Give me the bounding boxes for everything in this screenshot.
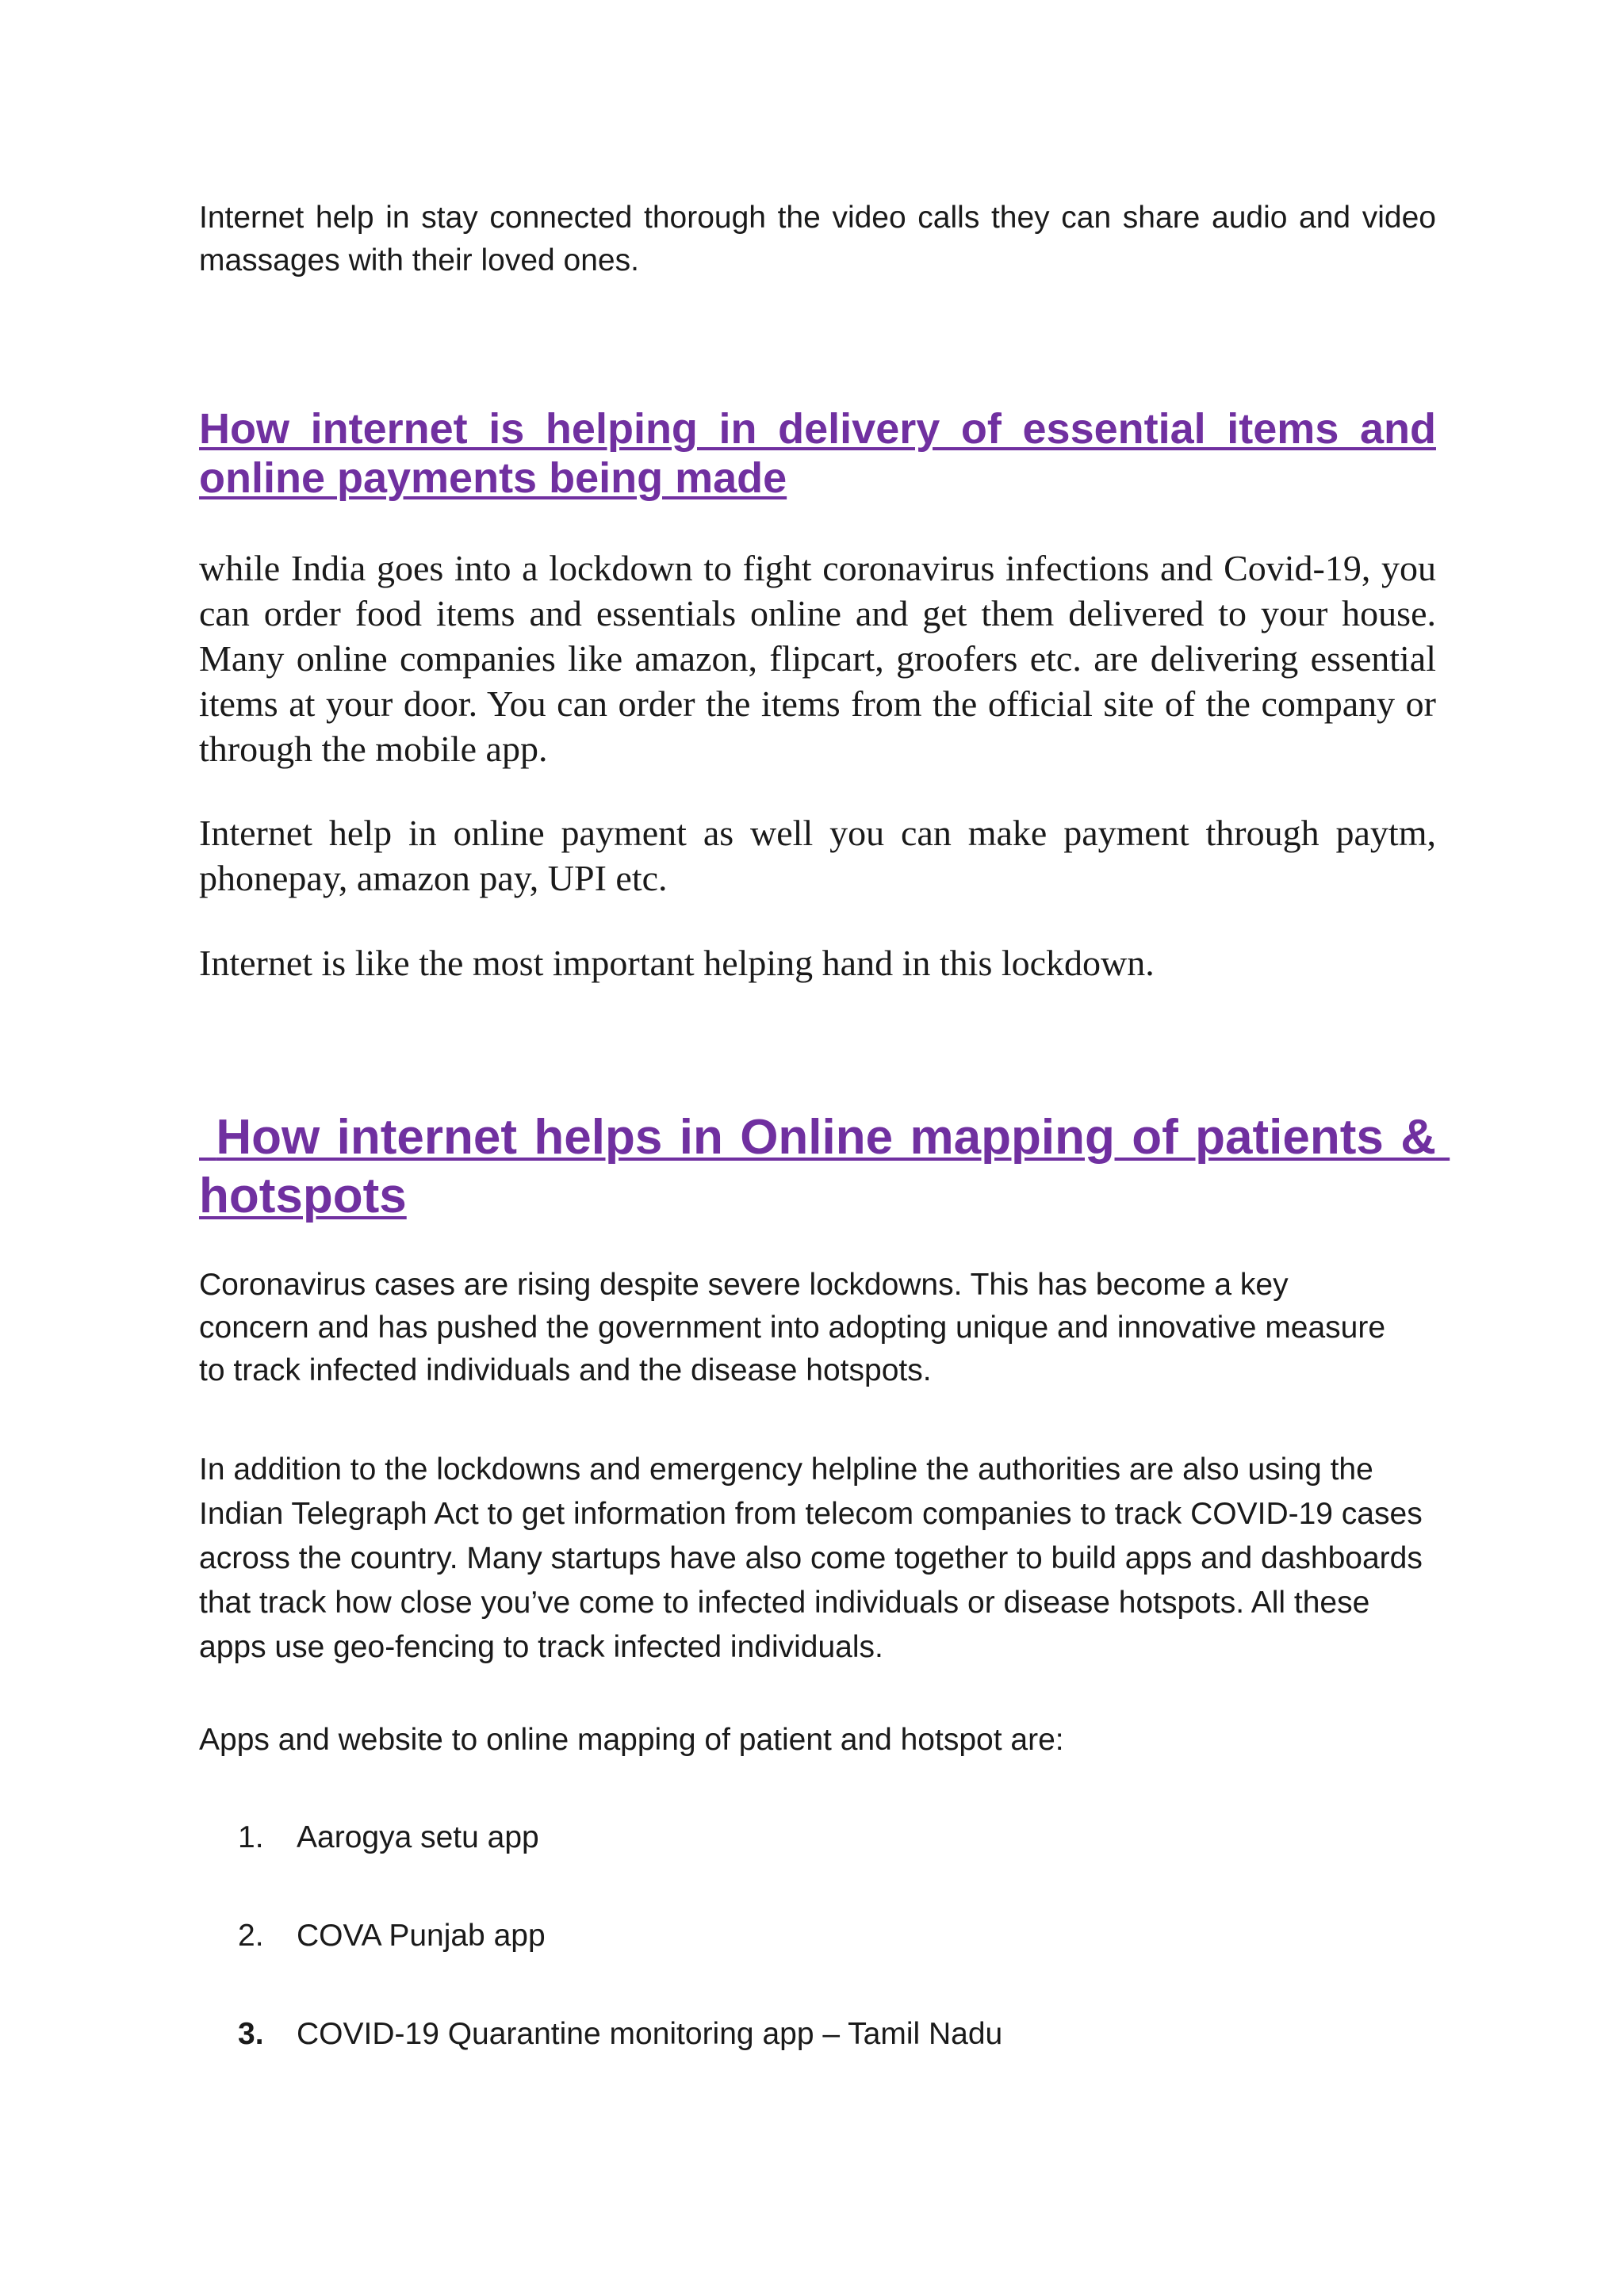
list-item [238, 1919, 546, 1954]
apps-intro-paragraph: Apps and website to online mapping of patient and hotspot are: [199, 1723, 1064, 1757]
section-heading-mapping: How internet helps in Online mapping of patients & hotspots [199, 1110, 1450, 1223]
list-item-text: COVID-19 Quarantine monitoring app – Tamil Nadu [297, 2017, 1003, 2051]
intro-paragraph: Internet help in stay connected thorough the video calls they can share audio and video massages with their loved ones. [199, 201, 1436, 277]
list-item-text: COVA Punjab app [297, 1919, 546, 1953]
mapping-paragraph-2: In addition to the lockdowns and emergency helpline the authorities are also using the Indian Telegraph Act to get information from telecom companies to track COVID-19 cases across the country. Many startups have also come together to build apps and dashboards that track how close you’ve come to infected individuals or disease hotspots. All these apps use geo-fencing to track infected individuals. [199, 1452, 1423, 1664]
list-number: 3. [238, 2017, 264, 2051]
payment-paragraph: Internet help in online payment as well you can make payment through paytm, phonepay, amazon pay, UPI etc. [199, 813, 1436, 898]
list-number: 2. [238, 1919, 264, 1953]
delivery-paragraph: while India goes into a lockdown to fight coronavirus infections and Covid-19, you can order food items and essentials online and get them delivered to your house. Many online companies like amazon, flipcart, groofers etc. are delivering essential items at your door. You can order the items from the official site of the company or through the mobile app. [199, 548, 1436, 769]
list-item [238, 2017, 1002, 2052]
mapping-paragraph-1: Coronavirus cases are rising despite severe lockdowns. This has become a key concern and has pushed the government into adopting unique and innovative measure to track infected individuals and the disease hotspots. [199, 1268, 1386, 1387]
section-heading-delivery: How internet is helping in delivery of essential items and online payments being made [199, 405, 1436, 502]
list-number: 1. [238, 1820, 264, 1854]
list-item-text: Aarogya setu app [297, 1820, 539, 1854]
list-item [238, 1820, 539, 1855]
helping-hand-paragraph: Internet is like the most important helping hand in this lockdown. [199, 943, 1155, 983]
